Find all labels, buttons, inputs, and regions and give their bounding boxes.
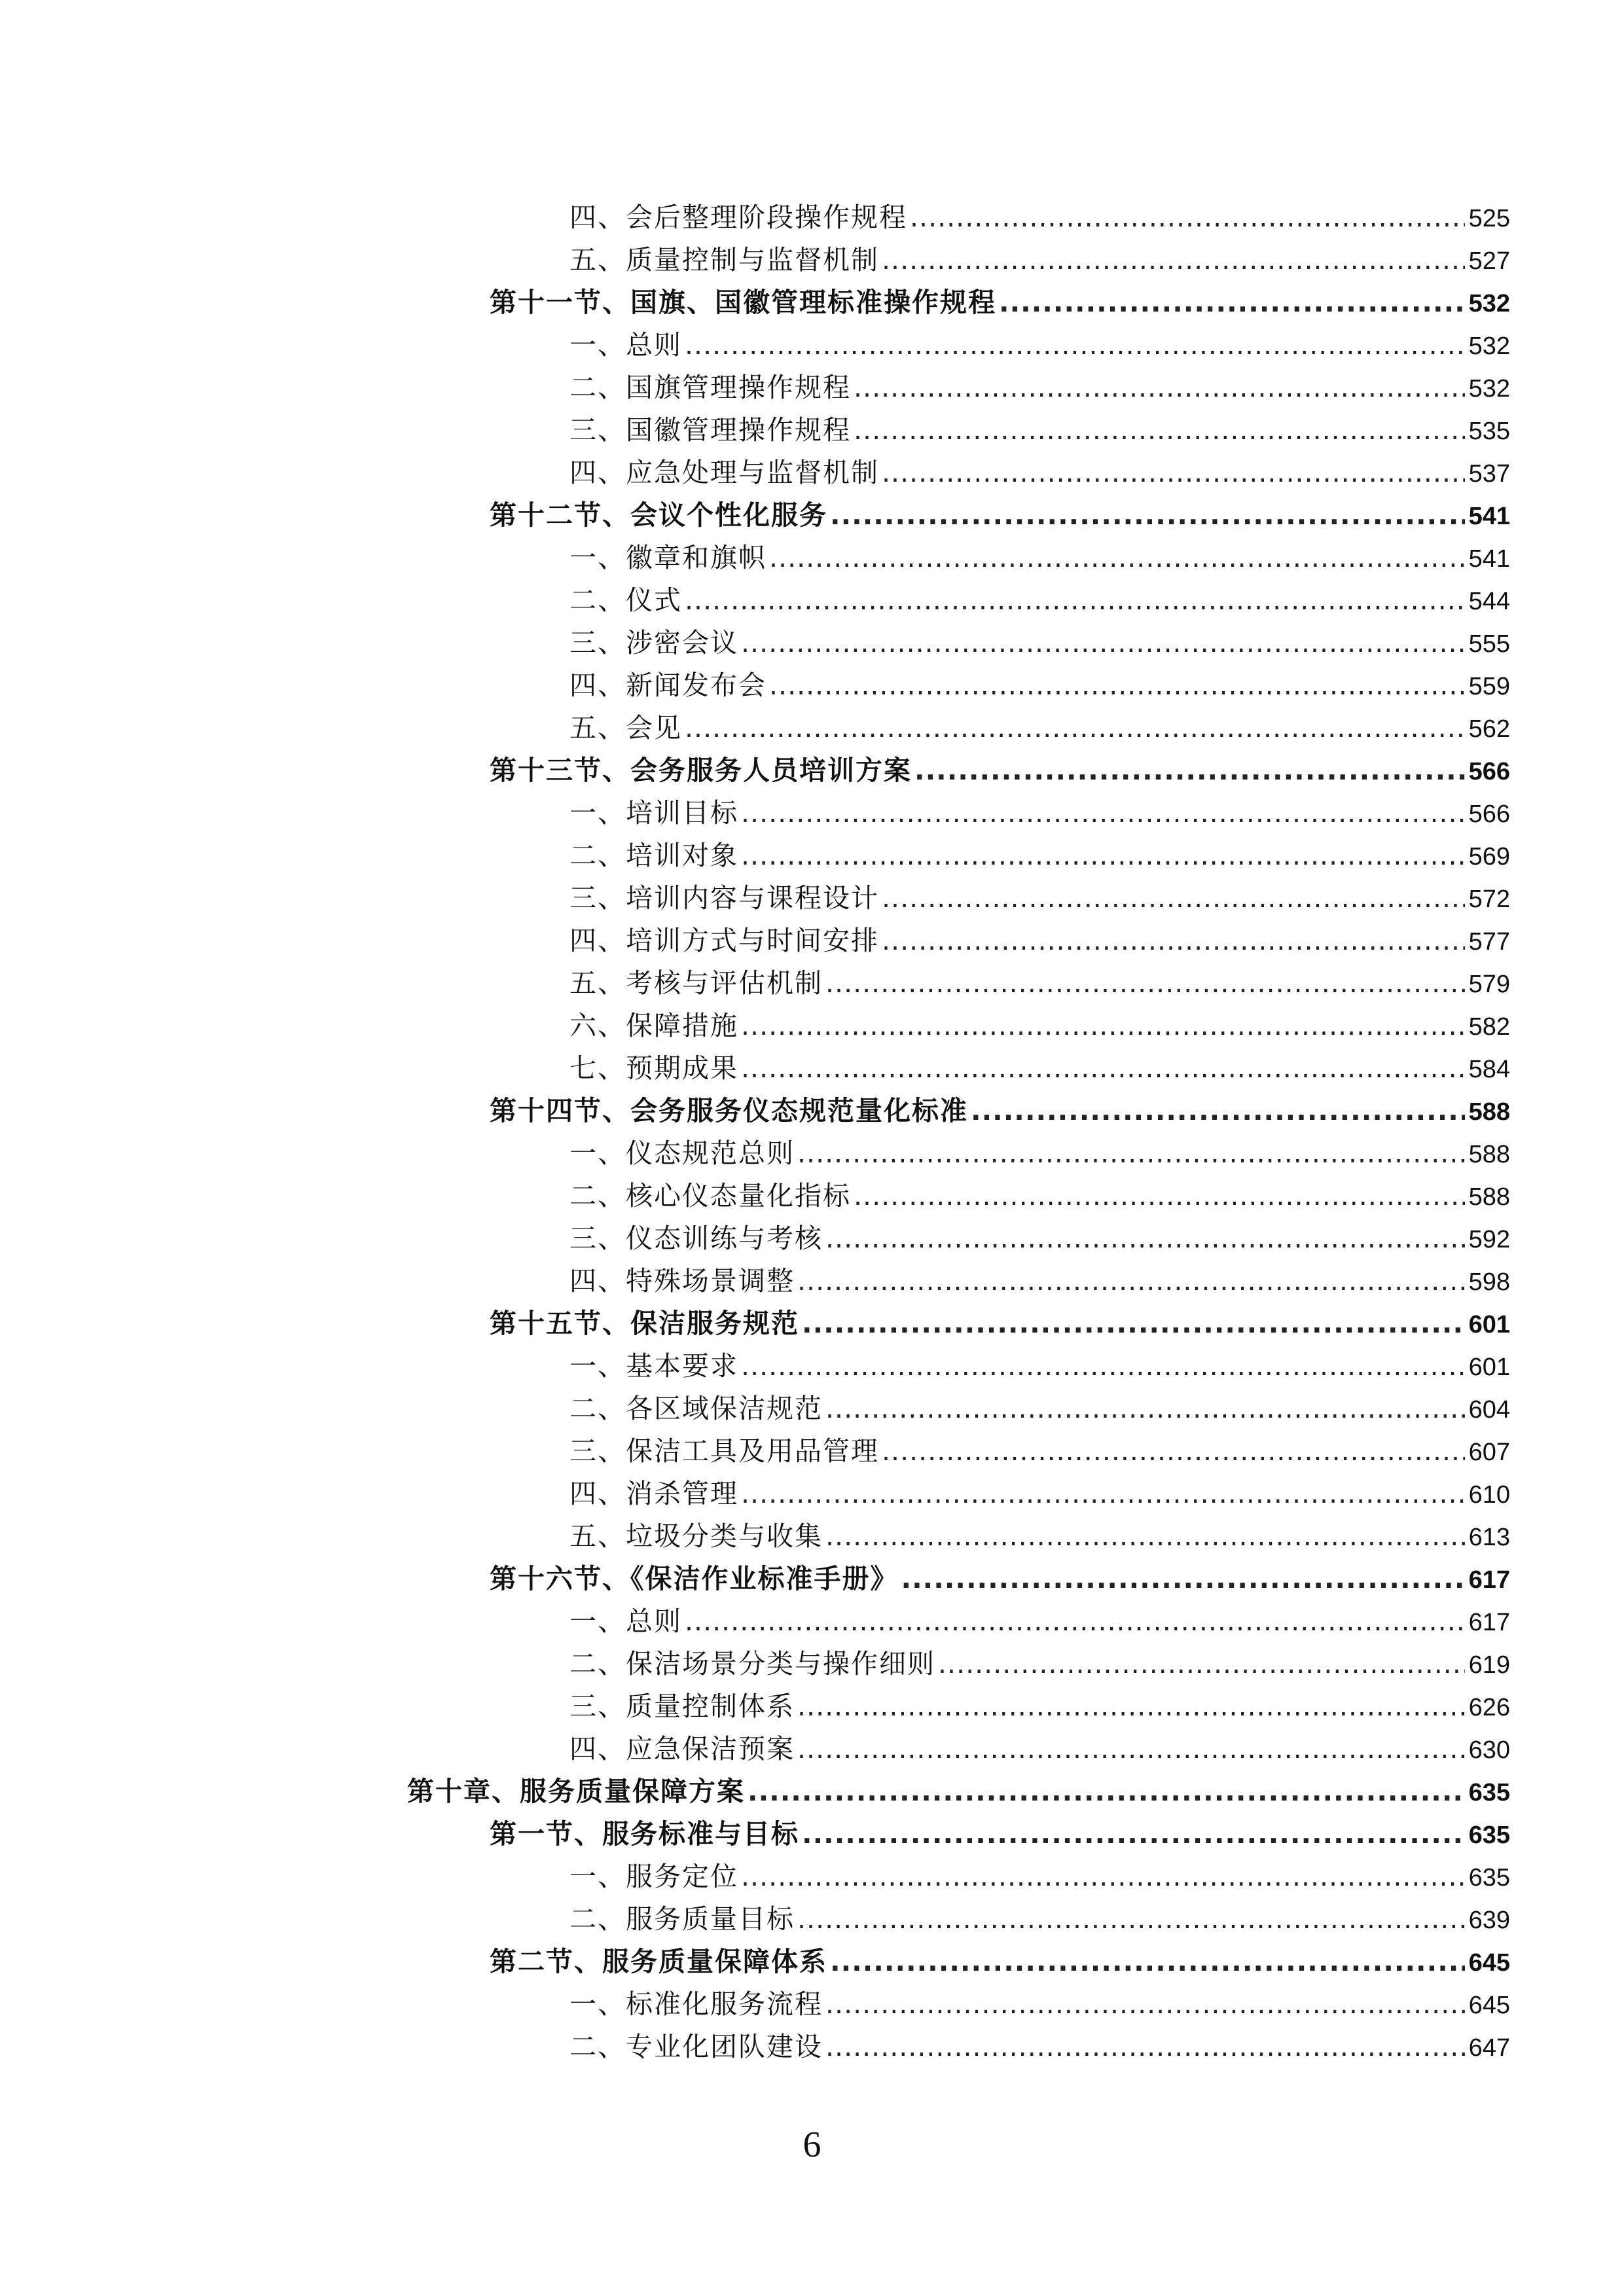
- toc-entry-title: 二、保洁场景分类与操作细则: [569, 1648, 935, 1679]
- toc-subsection-entry[interactable]: [0, 1856, 1510, 1898]
- toc-entry-page: 617: [1468, 1566, 1510, 1594]
- toc-entry-title: 四、消杀管理: [569, 1478, 738, 1509]
- toc-leader-dots: [914, 749, 1465, 792]
- toc-subsection-entry[interactable]: [0, 1643, 1510, 1685]
- toc-entry-page: 626: [1468, 1694, 1510, 1721]
- toc-entry-title: 第十四节、会务服务仪态规范量化标准: [490, 1095, 968, 1126]
- toc-leader-dots: [882, 877, 1465, 920]
- toc-subsection-entry[interactable]: [0, 1047, 1510, 1090]
- toc-leader-dots: [882, 1430, 1465, 1473]
- toc-leader-dots: [769, 537, 1465, 579]
- toc-entry-title: 六、保障措施: [569, 1010, 738, 1041]
- toc-entry-title: 一、徽章和旗帜: [569, 542, 767, 573]
- toc-entry-title: 第十六节、《保洁作业标准手册》: [490, 1563, 899, 1594]
- toc-subsection-entry[interactable]: [0, 2026, 1510, 2068]
- toc-entry-page: 588: [1468, 1098, 1510, 1126]
- toc-entry-title: 三、国徽管理操作规程: [569, 414, 851, 446]
- toc-subsection-entry[interactable]: [0, 1600, 1510, 1643]
- toc-leader-dots: [769, 664, 1465, 707]
- toc-entry-title: 一、仪态规范总则: [569, 1138, 795, 1169]
- toc-entry-page: 541: [1468, 503, 1510, 530]
- toc-section-entry[interactable]: [0, 1090, 1510, 1132]
- toc-entry-title: 三、保洁工具及用品管理: [569, 1435, 879, 1467]
- toc-entry-title: 三、培训内容与课程设计: [569, 882, 879, 914]
- toc-leader-dots: [825, 1983, 1465, 2026]
- toc-entry-page: 582: [1468, 1013, 1510, 1041]
- toc-entry-title: 二、服务质量目标: [569, 1903, 795, 1935]
- toc-entry-page: 566: [1468, 758, 1510, 785]
- toc-entry-page: 645: [1468, 1992, 1510, 2019]
- toc-subsection-entry[interactable]: [0, 1217, 1510, 1260]
- toc-leader-dots: [685, 324, 1465, 367]
- toc-entry-title: 第十五节、保洁服务规范: [490, 1308, 799, 1339]
- toc-leader-dots: [825, 1388, 1465, 1430]
- toc-entry-page: 601: [1468, 1311, 1510, 1338]
- toc-entry-title: 三、仪态训练与考核: [569, 1223, 823, 1254]
- toc-subsection-entry[interactable]: [0, 707, 1510, 749]
- toc-entry-title: 第二节、服务质量保障体系: [490, 1946, 827, 1977]
- toc-leader-dots: [748, 1770, 1465, 1813]
- toc-entry-page: 569: [1468, 843, 1510, 870]
- toc-entry-page: 535: [1468, 418, 1510, 445]
- toc-section-entry[interactable]: [0, 1813, 1510, 1856]
- toc-entry-page: 555: [1468, 630, 1510, 658]
- toc-leader-dots: [882, 239, 1465, 281]
- toc-leader-dots: [910, 196, 1465, 239]
- toc-leader-dots: [797, 1260, 1465, 1302]
- toc-entry-page: 635: [1468, 1779, 1510, 1806]
- toc-entry-title: 三、质量控制体系: [569, 1691, 795, 1722]
- toc-subsection-entry[interactable]: [0, 367, 1510, 409]
- toc-subsection-entry[interactable]: [0, 622, 1510, 664]
- toc-leader-dots: [999, 281, 1465, 324]
- toc-subsection-entry[interactable]: [0, 1388, 1510, 1430]
- toc-subsection-entry[interactable]: [0, 1983, 1510, 2026]
- toc-entry-title: 四、特殊场景调整: [569, 1265, 795, 1297]
- toc-leader-dots: [741, 1047, 1465, 1090]
- toc-entry-page: 610: [1468, 1481, 1510, 1509]
- toc-entry-title: 四、培训方式与时间安排: [569, 925, 879, 956]
- toc-entry-title: 一、标准化服务流程: [569, 1988, 823, 2020]
- toc-leader-dots: [825, 2026, 1465, 2068]
- toc-entry-title: 五、考核与评估机制: [569, 967, 823, 999]
- toc-subsection-entry[interactable]: [0, 324, 1510, 367]
- toc-entry-page: 562: [1468, 715, 1510, 743]
- toc-leader-dots: [741, 1345, 1465, 1388]
- toc-entry-page: 559: [1468, 673, 1510, 700]
- toc-subsection-entry[interactable]: [0, 1898, 1510, 1941]
- toc-entry-page: 630: [1468, 1736, 1510, 1764]
- toc-subsection-entry[interactable]: [0, 409, 1510, 452]
- toc-entry-page: 588: [1468, 1141, 1510, 1168]
- toc-leader-dots: [830, 494, 1465, 537]
- toc-subsection-entry[interactable]: [0, 920, 1510, 962]
- toc-chapter-entry[interactable]: [0, 1770, 1510, 1813]
- toc-entry-title: 二、培训对象: [569, 840, 738, 871]
- toc-leader-dots: [741, 792, 1465, 834]
- toc-leader-dots: [802, 1302, 1465, 1345]
- toc-entry-title: 一、基本要求: [569, 1350, 738, 1382]
- toc-leader-dots: [825, 962, 1465, 1005]
- toc-subsection-entry[interactable]: [0, 834, 1510, 877]
- toc-subsection-entry[interactable]: [0, 579, 1510, 622]
- toc-entry-title: 五、垃圾分类与收集: [569, 1520, 823, 1552]
- toc-leader-dots: [854, 367, 1465, 409]
- toc-subsection-entry[interactable]: [0, 1728, 1510, 1770]
- table-of-contents: [0, 196, 1624, 2068]
- toc-subsection-entry[interactable]: [0, 1175, 1510, 1217]
- toc-subsection-entry[interactable]: [0, 1685, 1510, 1728]
- toc-leader-dots: [882, 920, 1465, 962]
- toc-entry-page: 532: [1468, 290, 1510, 317]
- toc-entry-page: 601: [1468, 1354, 1510, 1381]
- toc-leader-dots: [882, 452, 1465, 494]
- toc-subsection-entry[interactable]: [0, 196, 1510, 239]
- toc-subsection-entry[interactable]: [0, 1345, 1510, 1388]
- toc-section-entry[interactable]: [0, 281, 1510, 324]
- toc-subsection-entry[interactable]: [0, 664, 1510, 707]
- toc-entry-title: 七、预期成果: [569, 1052, 738, 1084]
- toc-section-entry[interactable]: [0, 1558, 1510, 1600]
- toc-entry-title: 二、专业化团队建设: [569, 2031, 823, 2062]
- toc-entry-page: 639: [1468, 1907, 1510, 1934]
- toc-leader-dots: [741, 834, 1465, 877]
- toc-subsection-entry[interactable]: [0, 1515, 1510, 1558]
- toc-entry-page: 532: [1468, 375, 1510, 403]
- toc-subsection-entry[interactable]: [0, 1005, 1510, 1047]
- toc-entry-title: 一、总则: [569, 329, 682, 361]
- toc-leader-dots: [802, 1813, 1465, 1856]
- toc-entry-page: 607: [1468, 1439, 1510, 1466]
- toc-entry-title: 四、应急处理与监督机制: [569, 457, 879, 488]
- toc-entry-page: 527: [1468, 247, 1510, 275]
- toc-subsection-entry[interactable]: [0, 1260, 1510, 1302]
- toc-entry-page: 579: [1468, 971, 1510, 998]
- toc-entry-page: 613: [1468, 1524, 1510, 1551]
- toc-entry-title: 三、涉密会议: [569, 627, 738, 658]
- toc-entry-page: 604: [1468, 1396, 1510, 1424]
- toc-entry-page: 645: [1468, 1949, 1510, 1977]
- toc-entry-page: 588: [1468, 1183, 1510, 1211]
- toc-leader-dots: [825, 1515, 1465, 1558]
- toc-leader-dots: [741, 622, 1465, 664]
- toc-entry-page: 532: [1468, 332, 1510, 360]
- toc-entry-page: 635: [1468, 1821, 1510, 1849]
- toc-leader-dots: [685, 707, 1465, 749]
- toc-entry-title: 二、各区域保洁规范: [569, 1393, 823, 1424]
- toc-entry-title: 二、仪式: [569, 584, 682, 616]
- toc-leader-dots: [825, 1217, 1465, 1260]
- toc-section-entry[interactable]: [0, 1941, 1510, 1983]
- toc-entry-page: 635: [1468, 1864, 1510, 1892]
- toc-entry-title: 四、会后整理阶段操作规程: [569, 202, 907, 233]
- toc-leader-dots: [854, 409, 1465, 452]
- toc-leader-dots: [971, 1090, 1465, 1132]
- toc-leader-dots: [685, 579, 1465, 622]
- toc-entry-page: 584: [1468, 1056, 1510, 1083]
- toc-subsection-entry[interactable]: [0, 1132, 1510, 1175]
- toc-leader-dots: [854, 1175, 1465, 1217]
- toc-subsection-entry[interactable]: [0, 962, 1510, 1005]
- toc-entry-page: 572: [1468, 886, 1510, 913]
- toc-entry-page: 619: [1468, 1651, 1510, 1679]
- toc-entry-page: 647: [1468, 2034, 1510, 2062]
- toc-subsection-entry[interactable]: [0, 792, 1510, 834]
- toc-section-entry[interactable]: [0, 749, 1510, 792]
- toc-entry-title: 二、核心仪态量化指标: [569, 1180, 851, 1211]
- toc-entry-title: 第十章、服务质量保障方案: [407, 1776, 745, 1807]
- toc-leader-dots: [797, 1898, 1465, 1941]
- toc-entry-title: 二、国旗管理操作规程: [569, 372, 851, 403]
- toc-leader-dots: [938, 1643, 1465, 1685]
- toc-entry-title: 一、总则: [569, 1605, 682, 1637]
- toc-entry-page: 537: [1468, 460, 1510, 488]
- toc-entry-title: 四、应急保洁预案: [569, 1733, 795, 1765]
- toc-subsection-entry[interactable]: [0, 1473, 1510, 1515]
- toc-entry-title: 第十三节、会务服务人员培训方案: [490, 755, 912, 786]
- toc-leader-dots: [830, 1941, 1465, 1983]
- toc-entry-page: 541: [1468, 545, 1510, 573]
- toc-leader-dots: [685, 1600, 1465, 1643]
- toc-entry-title: 五、质量控制与监督机制: [569, 244, 879, 276]
- toc-leader-dots: [901, 1558, 1465, 1600]
- toc-subsection-entry[interactable]: [0, 877, 1510, 920]
- toc-entry-title: 五、会见: [569, 712, 682, 744]
- toc-entry-title: 第十二节、会议个性化服务: [490, 499, 827, 531]
- toc-leader-dots: [797, 1132, 1465, 1175]
- toc-subsection-entry[interactable]: [0, 537, 1510, 579]
- toc-leader-dots: [797, 1685, 1465, 1728]
- toc-entry-title: 一、服务定位: [569, 1861, 738, 1892]
- toc-entry-title: 四、新闻发布会: [569, 670, 767, 701]
- toc-leader-dots: [741, 1473, 1465, 1515]
- toc-subsection-entry[interactable]: [0, 1430, 1510, 1473]
- toc-entry-page: 592: [1468, 1226, 1510, 1253]
- toc-entry-page: 544: [1468, 588, 1510, 615]
- toc-entry-title: 第十一节、国旗、国徽管理标准操作规程: [490, 287, 996, 318]
- toc-section-entry[interactable]: [0, 494, 1510, 537]
- toc-entry-page: 566: [1468, 800, 1510, 828]
- toc-entry-title: 第一节、服务标准与目标: [490, 1818, 799, 1850]
- toc-subsection-entry[interactable]: [0, 452, 1510, 494]
- toc-entry-page: 598: [1468, 1268, 1510, 1296]
- toc-leader-dots: [741, 1005, 1465, 1047]
- toc-entry-page: 617: [1468, 1609, 1510, 1636]
- toc-subsection-entry[interactable]: [0, 239, 1510, 281]
- toc-entry-page: 525: [1468, 205, 1510, 232]
- toc-leader-dots: [741, 1856, 1465, 1898]
- toc-leader-dots: [797, 1728, 1465, 1770]
- toc-entry-title: 一、培训目标: [569, 797, 738, 829]
- toc-section-entry[interactable]: [0, 1302, 1510, 1345]
- page-number: 6: [803, 2125, 821, 2165]
- toc-entry-page: 577: [1468, 928, 1510, 956]
